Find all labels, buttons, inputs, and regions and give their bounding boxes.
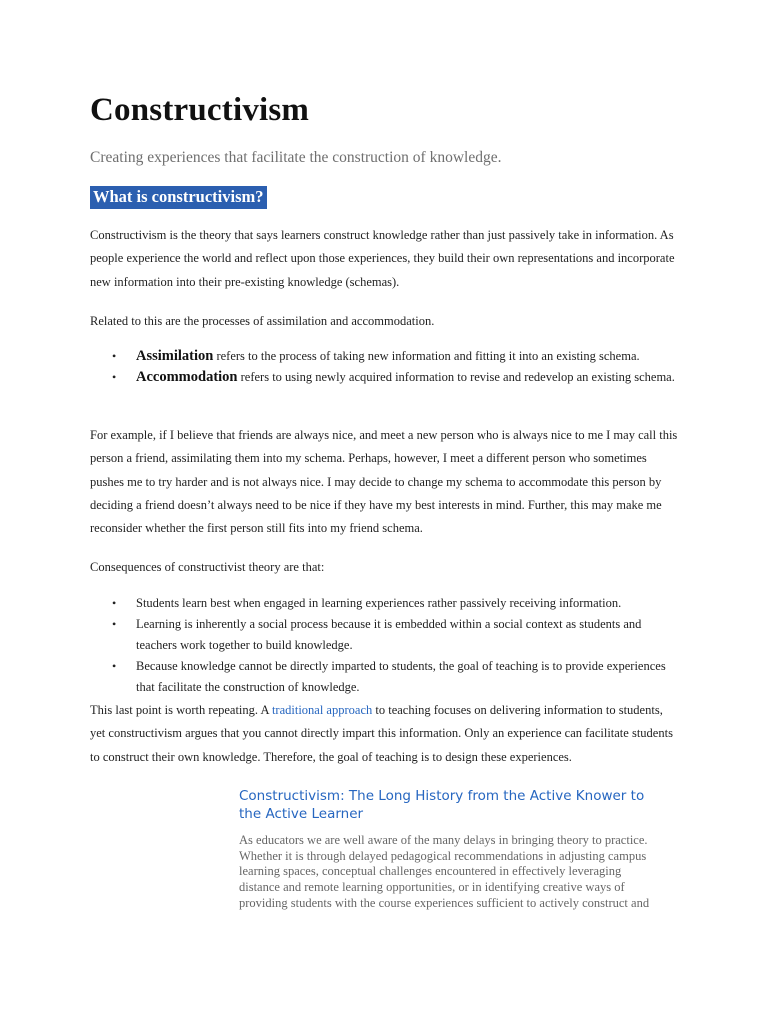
list-item-text: Students learn best when engaged in learning experiences rather passively receiving information. <box>136 596 622 610</box>
traditional-approach-link[interactable]: traditional approach <box>271 703 373 717</box>
processes-list <box>90 346 680 388</box>
related-paragraph: Related to this are the processes of assimilation and accommodation. <box>90 314 435 328</box>
related-article-title[interactable]: Constructivism: The Long History from the Active Knower to the Active Learner <box>239 788 645 822</box>
list-item-text: Learning is inherently a social process because it is embedded within a social context as students and teachers work together to build knowledge. <box>136 617 642 652</box>
bullet-icon: • <box>112 596 117 610</box>
last-point-paragraph <box>90 699 680 769</box>
bullet-icon: • <box>112 349 117 363</box>
page-title: Constructivism <box>90 92 310 128</box>
page-subtitle: Creating experiences that facilitate the construction of knowledge. <box>90 149 502 166</box>
related-article-card[interactable] <box>239 787 659 912</box>
list-item <box>90 656 680 698</box>
example-paragraph: For example, if I believe that friends are always nice, and meet a new person who is always nice to me I may call this person a friend, assimilating them into my schema. Perhaps, however, I meet a different person who sometimes pushes me to try harder and is not always nice. I may decide to change my schema to accommodate this person by deciding a friend doesn’t always need to be nice if they have my best interests in mind. Further, this may make me reconsider whether the first person still fits into my friend schema. <box>90 428 678 536</box>
last-point-text-after: to teaching focuses on delivering information to students, yet constructivism argues that you cannot directly impart this information. Only an experience can facilitate students to construct their own knowledge. Therefore, the goal of teaching is to design these experiences. <box>90 703 673 764</box>
definition-accommodation: refers to using newly acquired information to revise and redevelop an existing schema. <box>240 370 675 384</box>
term-accommodation: Accommodation <box>136 369 238 385</box>
definition-assimilation: refers to the process of taking new information and fitting it into an existing schema. <box>216 349 640 363</box>
intro-paragraph: Constructivism is the theory that says learners construct knowledge rather than just passively take in information. As people experience the world and reflect upon those experiences, they build their own representations and incorporate new information into their pre-existing knowledge (schemas). <box>90 228 675 289</box>
bullet-icon: • <box>112 617 117 631</box>
section-heading-highlighted: What is constructivism? <box>90 186 267 209</box>
consequences-list <box>90 593 680 698</box>
related-article-excerpt: As educators we are well aware of the many delays in bringing theory to practice. Whether it is through delayed pedagogical recommendations in adjusting campus learning spaces, conceptual challenges encountered in effectively leveraging distance and remote learning opportunities, or in identifying creative ways of providing students with the course experiences sufficient to actively construct and <box>239 833 650 910</box>
last-point-text-before: This last point is worth repeating. A <box>90 703 272 717</box>
list-item <box>90 593 680 614</box>
list-item-text: Because knowledge cannot be directly imparted to students, the goal of teaching is to provide experiences that facilitate the construction of knowledge. <box>136 659 666 694</box>
term-assimilation: Assimilation <box>136 348 214 364</box>
list-item-accommodation <box>90 367 680 388</box>
bullet-icon: • <box>112 659 117 673</box>
bullet-icon: • <box>112 370 117 384</box>
consequences-intro: Consequences of constructivist theory are that: <box>90 560 325 574</box>
list-item <box>90 614 680 656</box>
list-item-assimilation <box>90 346 680 367</box>
